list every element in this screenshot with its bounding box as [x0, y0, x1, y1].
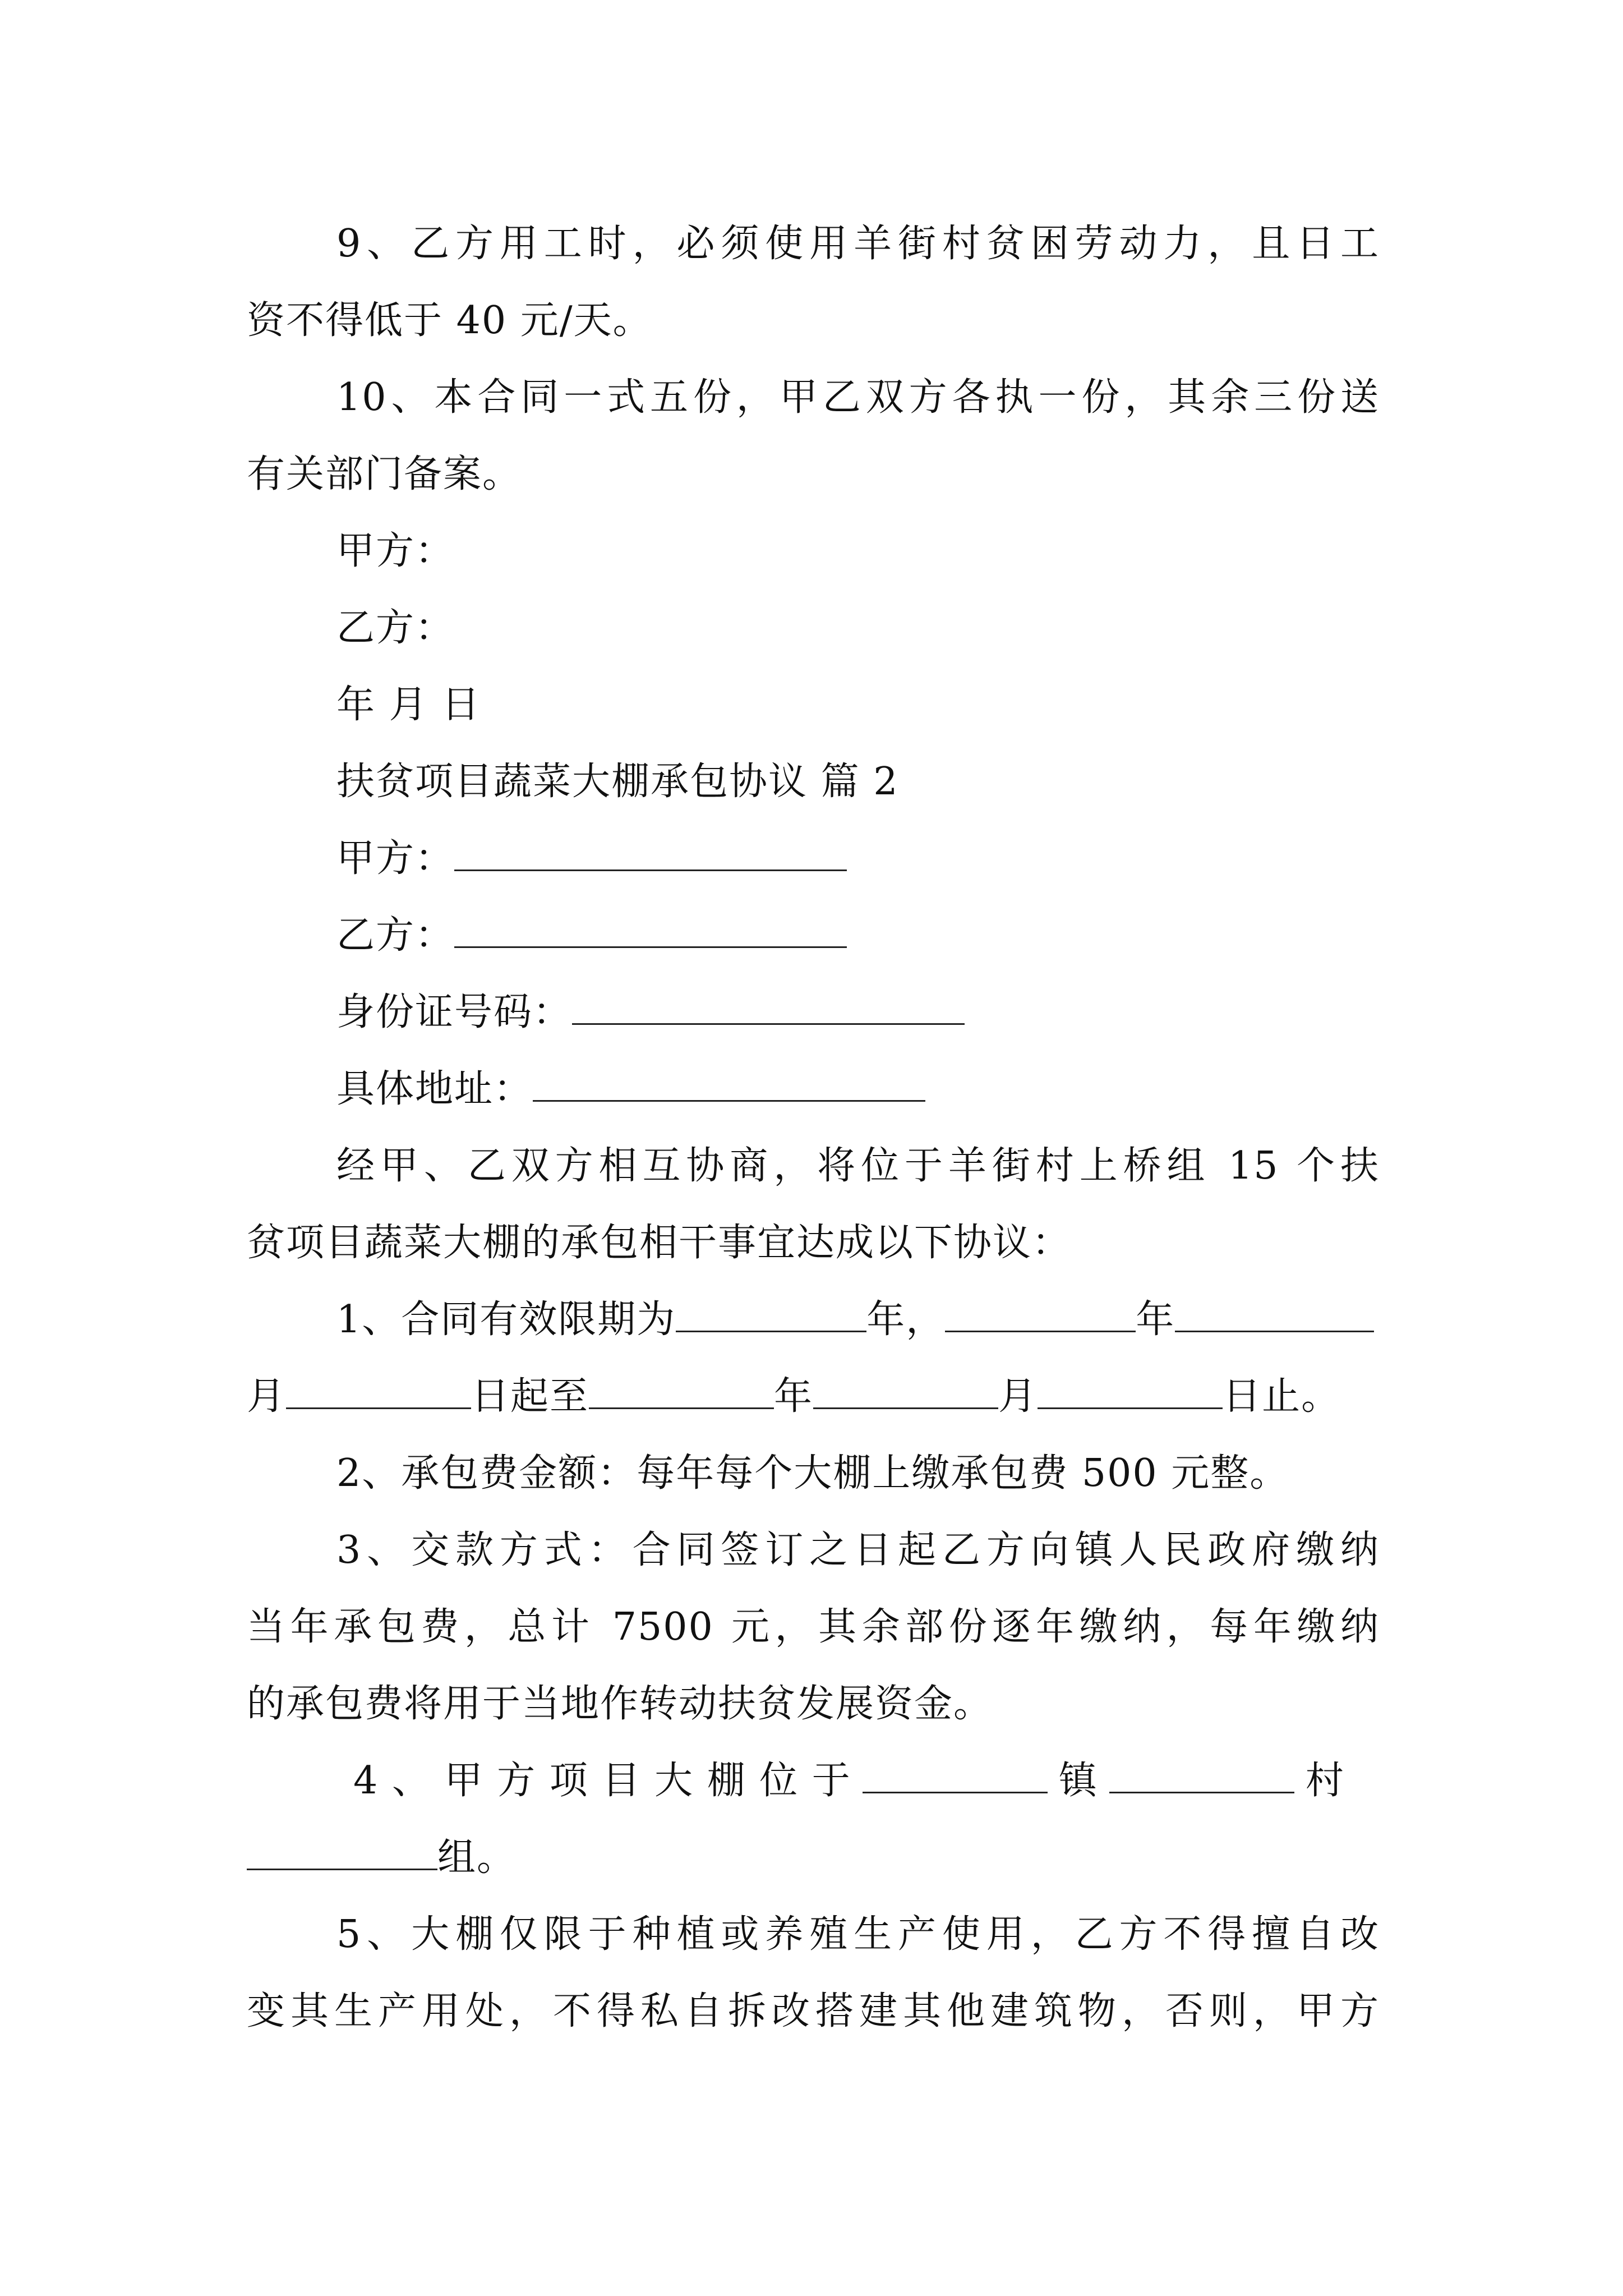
- clause4-line1: [353, 1756, 1380, 1806]
- clause1-blank: [286, 1373, 471, 1409]
- clause1-end-label: 日止。: [1223, 1374, 1341, 1419]
- clause4-village-label: 村: [1305, 1759, 1345, 1803]
- clause5-line1: 5、大棚仅限于种植或养殖生产使用，乙方不得擅自改: [336, 1912, 1380, 1957]
- address-label: 具体地址：: [336, 1067, 533, 1111]
- clause1-blank: [1038, 1373, 1223, 1409]
- id-number-blank: [572, 988, 965, 1025]
- clause4-location-label: 4 、 甲 方 项 目 大 棚 位 于: [353, 1759, 851, 1803]
- clause10-line1: 10、本合同一式五份，甲乙双方各执一份，其余三份送: [336, 375, 1380, 420]
- party-a-field: [336, 834, 1380, 884]
- party-a-label: 甲方：: [336, 836, 455, 881]
- clause4-blank: [863, 1757, 1048, 1793]
- clause4-line2: [247, 1833, 1380, 1883]
- clause4-town-label: 镇: [1058, 1759, 1098, 1803]
- clause5-line2: 变其生产用处，不得私自拆改搭建其他建筑物，否则，甲方: [247, 1989, 1380, 2033]
- party-b-blank: [454, 912, 847, 948]
- clause1-term-label: 1、合同有效限期为: [336, 1297, 676, 1342]
- address-field: [336, 1064, 1380, 1115]
- clause1-year-label: 年: [1136, 1297, 1175, 1342]
- clause1-from-label: 日起至: [471, 1374, 589, 1419]
- party-b-label: 乙方：: [336, 913, 455, 958]
- id-number-label: 身份证号码：: [336, 990, 573, 1034]
- clause1-month-label: 月: [247, 1374, 287, 1419]
- clause9-line1: 9、乙方用工时，必须使用羊街村贫困劳动力，且日工: [336, 222, 1380, 266]
- signature-date: 年 月 日: [336, 683, 481, 727]
- clause3-line2: 当年承包费，总计 7500 元，其余部份逐年缴纳，每年缴纳: [247, 1605, 1380, 1649]
- clause10-line2: 有关部门备案。: [247, 452, 522, 496]
- clause1-year-label: 年，: [866, 1297, 946, 1342]
- signature-party-a: 甲方：: [336, 529, 455, 573]
- address-blank: [533, 1065, 925, 1102]
- id-number-field: [336, 987, 1380, 1038]
- signature-party-b: 乙方：: [336, 606, 455, 650]
- intro-line2: 贫项目蔬菜大棚的承包相干事宜达成以下协议：: [247, 1221, 1072, 1265]
- clause4-blank: [247, 1834, 437, 1870]
- party-a-blank: [454, 835, 847, 871]
- clause1-line1: [336, 1295, 1380, 1345]
- clause4-blank: [1109, 1757, 1294, 1793]
- clause4-group-label: 组。: [437, 1835, 517, 1880]
- clause3-line3: 的承包费将用于当地作转动扶贫发展资金。: [247, 1682, 993, 1726]
- clause1-year-label: 年: [774, 1374, 814, 1419]
- clause1-blank: [945, 1296, 1136, 1332]
- clause1-blank: [589, 1373, 774, 1409]
- clause1-month-label: 月: [998, 1374, 1038, 1419]
- party-b-field: [336, 910, 1380, 961]
- clause1-line2: [247, 1372, 1380, 1422]
- clause3-line1: 3、交款方式：合同签订之日起乙方向镇人民政府缴纳: [336, 1528, 1380, 1572]
- intro-line1: 经甲、乙双方相互协商，将位于羊街村上桥组 15 个扶: [336, 1144, 1380, 1188]
- clause9-line2: 资不得低于 40 元/天。: [247, 298, 652, 343]
- clause1-blank: [676, 1296, 866, 1332]
- clause1-blank: [813, 1373, 998, 1409]
- section2-title: 扶贫项目蔬菜大棚承包协议 篇 2: [336, 760, 899, 804]
- clause2: 2、承包费金额：每年每个大棚上缴承包费 500 元整。: [336, 1451, 1289, 1496]
- clause1-blank: [1175, 1296, 1374, 1332]
